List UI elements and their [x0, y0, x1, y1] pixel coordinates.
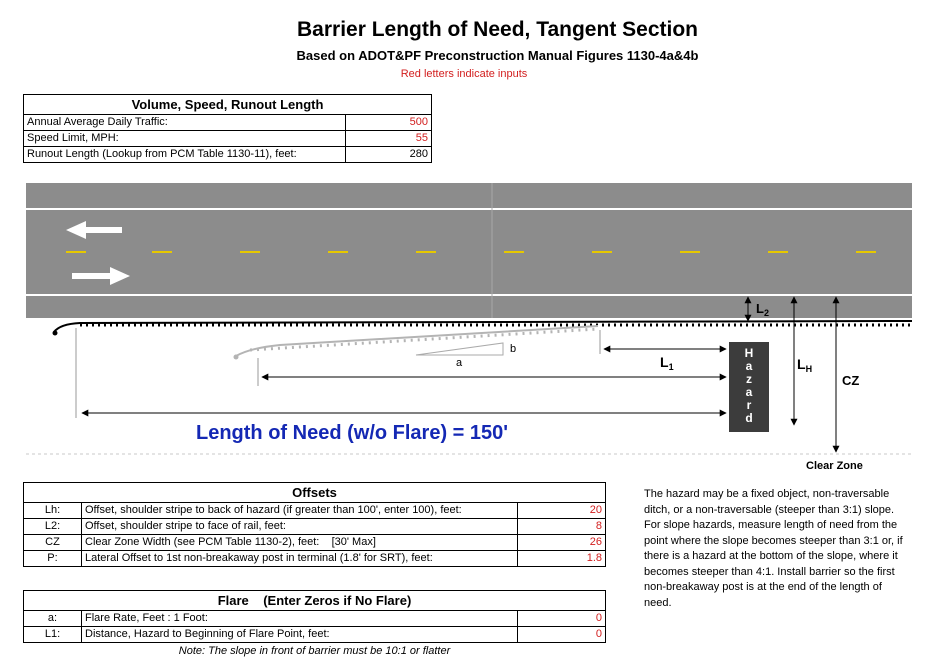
speed-input[interactable]: 55: [346, 131, 432, 147]
offsets-table: [23, 482, 606, 567]
hazard-letter: d: [745, 411, 753, 425]
page-title: Barrier Length of Need, Tangent Section: [297, 18, 698, 41]
flare-note: Note: The slope in front of barrier must be 10:1 or flatter: [178, 645, 451, 657]
lh-symbol: Lh:: [24, 503, 82, 519]
table-row: [24, 551, 606, 567]
flared-rail: [236, 326, 598, 356]
table-row: [24, 535, 606, 551]
offsets-table-header: Offsets: [24, 483, 606, 503]
runout-value: 280: [346, 147, 432, 163]
cz-symbol: CZ: [24, 535, 82, 551]
p-symbol: P:: [24, 551, 82, 567]
speed-label: Speed Limit, MPH:: [24, 131, 346, 147]
label-b: b: [510, 343, 517, 355]
lh-input[interactable]: 20: [518, 503, 606, 519]
terminal-end: [53, 331, 58, 336]
hazard-label: [745, 346, 754, 425]
page-subtitle: Based on ADOT&PF Preconstruction Manual Figures 1130-4a&4b: [296, 48, 699, 63]
hazard-letter: a: [745, 359, 753, 373]
l2-symbol: L2:: [24, 519, 82, 535]
hazard-letter: r: [746, 398, 752, 412]
flared-rail-posts: [250, 329, 598, 350]
table-row: [24, 131, 432, 147]
hazard-letter: a: [745, 385, 753, 399]
clear-zone-label: Clear Zone: [806, 460, 863, 472]
label-lh: $L_H$: [797, 356, 813, 374]
l1-symbol: L1:: [24, 627, 82, 643]
table-row: [24, 519, 606, 535]
length-of-need-result: Length of Need (w/o Flare) = 150': [196, 422, 509, 444]
l2-label: Offset, shoulder stripe to face of rail, feet:: [82, 519, 518, 535]
a-symbol: a:: [24, 611, 82, 627]
input-note: Red letters indicate inputs: [400, 68, 528, 80]
table-row: [24, 611, 606, 627]
table-row: [24, 503, 606, 519]
runout-label: Runout Length (Lookup from PCM Table 1130-11), feet:: [24, 147, 346, 163]
flare-table: [23, 590, 606, 643]
table-row: [24, 147, 432, 163]
hazard-letter: H: [744, 346, 754, 360]
cz-label: Clear Zone Width (see PCM Table 1130-2), feet: [30' Max]: [82, 535, 518, 551]
cz-input[interactable]: 26: [518, 535, 606, 551]
flared-terminal-end: [234, 355, 239, 360]
l1-input[interactable]: 0: [518, 627, 606, 643]
a-label: Flare Rate, Feet : 1 Foot:: [82, 611, 518, 627]
p-label: Lateral Offset to 1st non-breakaway post in terminal (1.8' for SRT), feet:: [82, 551, 518, 567]
p-input[interactable]: 1.8: [518, 551, 606, 567]
label-cz: CZ: [842, 373, 860, 388]
hazard-explanation: The hazard may be a fixed object, non-traversable ditch, or a non-traversable (steeper than 3:1) slope. For slope hazards, measure length of need from the point where the slope becomes steeper than 3:1 or, if there is a hazard at the bottom of the slope, where it becomes steeper than 4:1. Install barrier so the first non-breakaway post is at the end of the length of need.: [644, 488, 903, 609]
l2-input[interactable]: 8: [518, 519, 606, 535]
volume-table-header: Volume, Speed, Runout Length: [24, 95, 432, 115]
roadway: [26, 183, 912, 318]
aadt-label: Annual Average Daily Traffic:: [24, 115, 346, 131]
label-a: a: [456, 357, 463, 369]
a-input[interactable]: 0: [518, 611, 606, 627]
hazard-letter: z: [746, 372, 752, 386]
flare-rate-triangle: [416, 343, 503, 355]
flare-table-header: Flare (Enter Zeros if No Flare): [24, 591, 606, 611]
label-l1: $L_1$: [660, 354, 674, 372]
table-row: [24, 627, 606, 643]
volume-speed-table: [23, 94, 432, 163]
l1-label: Distance, Hazard to Beginning of Flare Point, feet:: [82, 627, 518, 643]
aadt-input[interactable]: 500: [346, 115, 432, 131]
table-row: [24, 115, 432, 131]
lh-label: Offset, shoulder stripe to back of hazard (if greater than 100', enter 100), feet:: [82, 503, 518, 519]
label-l2: $L_2$: [756, 301, 769, 318]
